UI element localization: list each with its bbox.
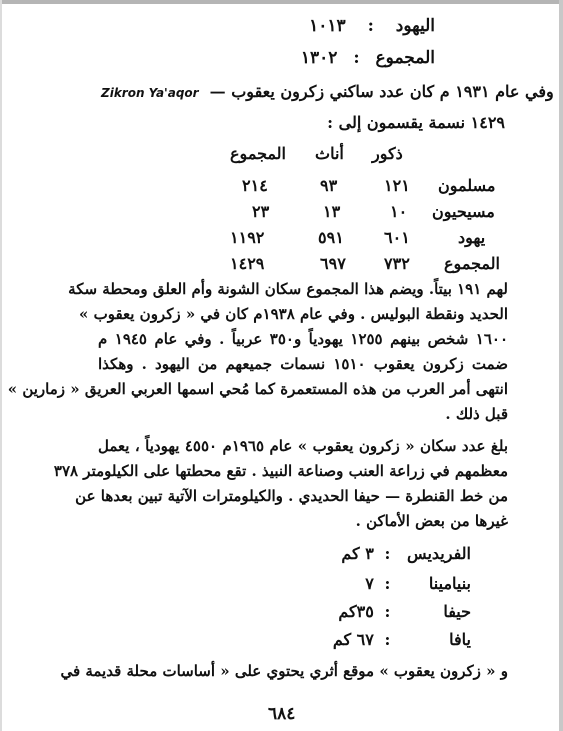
distance-sep: : <box>384 602 391 621</box>
closing-line: و « زكرون يعقوب » موقع أثري يحتوي على « أساسات محلة قديمة في <box>60 662 508 680</box>
table-cell: ١٤٢٩ <box>230 254 265 273</box>
table-header-male: ذكور <box>372 144 403 163</box>
summary-sep: : <box>353 48 360 68</box>
paragraph-line: الحديد ونقطة البوليس . وفي عام ١٩٣٨م كان في « زكرون يعقوب » <box>78 305 508 323</box>
distance-row <box>341 544 471 563</box>
distance-place: يافا <box>449 630 471 649</box>
page-number: ٦٨٤ <box>268 704 296 724</box>
table-header-total: المجموع <box>230 144 286 163</box>
summary-row-jews <box>309 16 435 36</box>
distance-sep: : <box>384 630 391 649</box>
paragraph-line: ضمت زكرون يعقوب ١٥١٠ نسمات جميعهم من اليهود . وهكذا <box>98 355 509 373</box>
paragraph-line: غيرها من بعض الأماكن . <box>355 512 508 530</box>
intro-arabic: وفي عام ١٩٣١ م كان عدد ساكني زكرون يعقوب — <box>209 82 554 101</box>
table-cell: ١٠ <box>390 202 408 221</box>
distance-sep: : <box>384 574 391 593</box>
paragraph-line: معظمهم في زراعة العنب وصناعة النبيذ . تقع محطتها على الكيلومتر ٣٧٨ <box>53 462 508 480</box>
distance-place: الفريديس <box>407 544 471 563</box>
table-cell: ٧٣٢ <box>384 254 410 273</box>
distance-value: ٣ كم <box>341 544 374 563</box>
distance-place: حيفا <box>443 602 471 621</box>
distance-sep: : <box>384 544 391 563</box>
table-cell: ٦٩٧ <box>320 254 346 273</box>
paragraph-line: انتهى أمر العرب من هذه المستعمرة كما مُحي اسمها العربي العريق « زمارين » <box>7 380 508 398</box>
distance-place: بنيامينا <box>428 574 471 593</box>
table-cell: ٥٩١ <box>318 228 344 247</box>
paragraph-line: ١٦٠٠ شخص بينهم ١٢٥٥ يهودياً و٣٥٠ عربياً . وفي عام ١٩٤٥ م <box>98 330 509 348</box>
table-cell: ٢١٤ <box>242 176 268 195</box>
summary-label: اليهود <box>395 16 435 36</box>
distance-row <box>365 574 471 593</box>
summary-value: ١٠١٣ <box>309 16 346 36</box>
paragraph-line: من خط القنطرة — حيفا الحديدي . والكيلومترات الآتية تبين بعدها عن <box>75 487 508 505</box>
distance-row <box>333 630 471 649</box>
table-header-female: أناث <box>315 144 344 163</box>
table-cell: ٦٠١ <box>384 228 410 247</box>
distance-row <box>338 602 471 621</box>
latin-place-name: Zikron Ya'aqor <box>101 86 199 100</box>
table-row-label: مسيحيون <box>432 202 495 221</box>
paragraph-line: بلغ عدد سكان « زكرون يعقوب » عام ١٩٦٥م ٤٥٥٠ يهودياً ، يعمل <box>98 437 508 455</box>
summary-row-total <box>301 48 435 68</box>
table-cell: ١١٩٢ <box>230 228 265 247</box>
table-cell: ١٣ <box>323 202 341 221</box>
table-cell: ٩٣ <box>320 176 338 195</box>
summary-sep: : <box>367 16 374 36</box>
distance-value: ٣٥كم <box>338 602 374 621</box>
paragraph-line: قبل ذلك . <box>445 405 508 423</box>
distance-value: ٧ <box>365 574 374 593</box>
table-cell: ١٢١ <box>384 176 410 195</box>
table-row-label: مسلمون <box>438 176 496 195</box>
intro-line-2: ١٤٢٩ نسمة يقسمون إلى : <box>327 113 505 132</box>
paragraph-line: لهم ١٩١ بيتاً. ويضم هذا المجموع سكان الشونة وأم العلق ومحطة سكة <box>68 280 508 298</box>
intro-line-1 <box>101 82 554 101</box>
table-row-label: المجموع <box>444 254 500 273</box>
summary-label: المجموع <box>375 48 435 68</box>
table-row-label: يهود <box>458 228 486 247</box>
distance-value: ٦٧ كم <box>332 630 374 649</box>
summary-value: ١٣٠٢ <box>300 48 338 68</box>
table-cell: ٢٣ <box>252 202 270 221</box>
